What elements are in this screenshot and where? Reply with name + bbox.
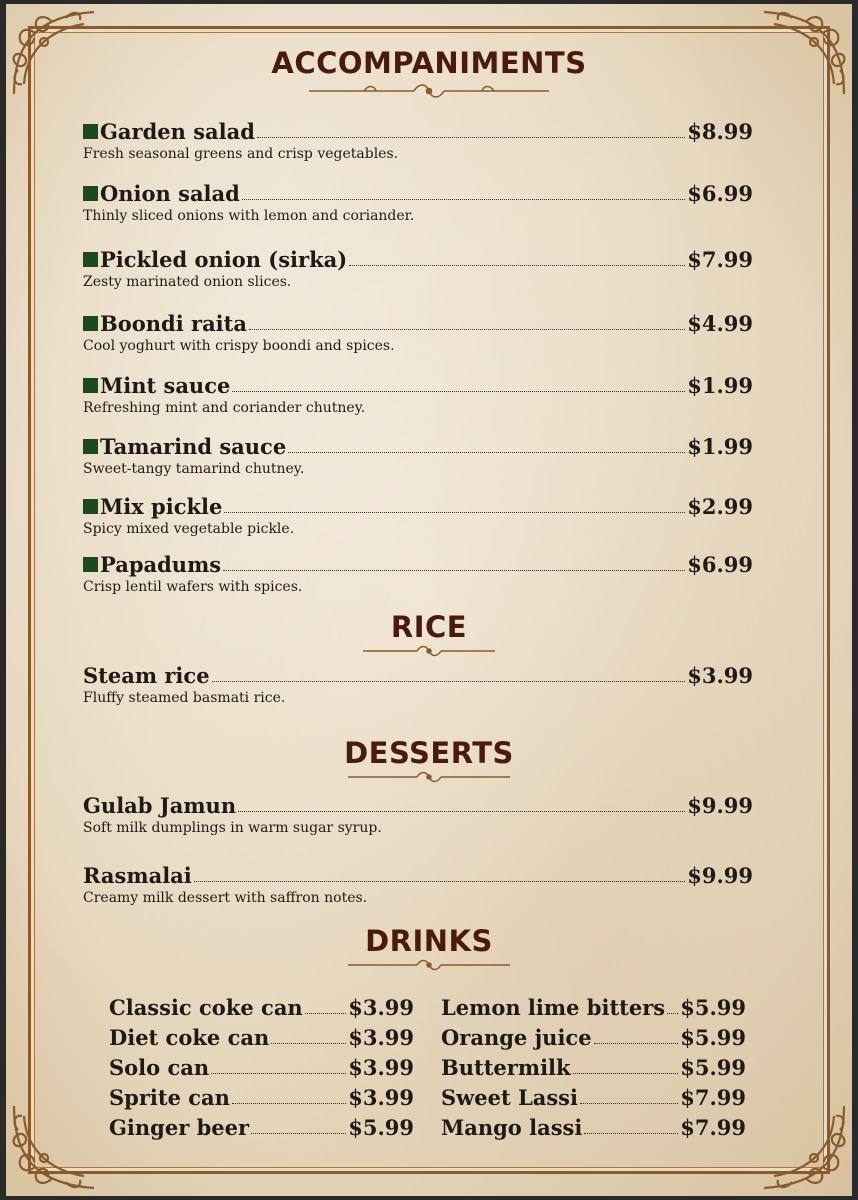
divider-flourish-icon bbox=[344, 770, 514, 784]
leader-dots bbox=[224, 511, 685, 513]
item-description: Fresh seasonal greens and crisp vegetables. bbox=[83, 146, 399, 162]
leader-dots bbox=[251, 1132, 346, 1134]
leader-dots bbox=[249, 328, 685, 330]
item-name: Mix pickle bbox=[100, 494, 223, 519]
green-square-bullet-icon bbox=[83, 557, 98, 572]
drink-price: $5.99 bbox=[680, 995, 746, 1020]
green-square-bullet-icon bbox=[83, 499, 98, 514]
drink-price: $3.99 bbox=[348, 1055, 414, 1080]
drink-item bbox=[109, 1022, 414, 1050]
drink-item bbox=[441, 1052, 746, 1080]
leader-dots bbox=[232, 390, 685, 392]
item-name: Pickled onion (sirka) bbox=[100, 247, 348, 272]
menu-item bbox=[83, 178, 753, 224]
menu-item bbox=[83, 244, 753, 290]
drink-item bbox=[441, 1112, 746, 1140]
drink-item bbox=[441, 1022, 746, 1050]
menu-item bbox=[83, 370, 753, 416]
drink-name: Sprite can bbox=[109, 1085, 230, 1110]
drink-price: $3.99 bbox=[348, 1085, 414, 1110]
drink-name: Mango lassi bbox=[441, 1115, 583, 1140]
item-price: $7.99 bbox=[687, 247, 753, 272]
leader-dots bbox=[349, 264, 685, 266]
drink-item bbox=[441, 992, 746, 1020]
drink-name: Classic coke can bbox=[109, 995, 303, 1020]
leader-dots bbox=[242, 198, 685, 200]
leader-dots bbox=[573, 1072, 679, 1074]
menu-item bbox=[83, 860, 753, 906]
item-price: $6.99 bbox=[687, 552, 753, 577]
leader-dots bbox=[667, 1012, 678, 1014]
item-name: Garden salad bbox=[100, 119, 255, 144]
menu-item bbox=[83, 308, 753, 354]
item-price: $9.99 bbox=[687, 863, 753, 888]
green-square-bullet-icon bbox=[83, 378, 98, 393]
item-price: $4.99 bbox=[687, 311, 753, 336]
item-description: Cool yoghurt with crispy boondi and spices. bbox=[83, 338, 395, 354]
item-name: Rasmalai bbox=[83, 863, 192, 888]
leader-dots bbox=[257, 136, 685, 138]
item-description: Fluffy steamed basmati rice. bbox=[83, 690, 286, 706]
menu-item bbox=[83, 660, 753, 706]
leader-dots bbox=[580, 1102, 678, 1104]
green-square-bullet-icon bbox=[83, 186, 98, 201]
item-price: $9.99 bbox=[687, 793, 753, 818]
drink-name: Orange juice bbox=[441, 1025, 592, 1050]
leader-dots bbox=[211, 1072, 346, 1074]
corner-flourish-icon bbox=[6, 1101, 101, 1196]
item-description: Sweet-tangy tamarind chutney. bbox=[83, 461, 305, 477]
item-name: Gulab Jamun bbox=[83, 793, 237, 818]
drink-price: $5.99 bbox=[680, 1025, 746, 1050]
item-price: $1.99 bbox=[687, 434, 753, 459]
item-description: Soft milk dumplings in warm sugar syrup. bbox=[83, 820, 382, 836]
item-price: $1.99 bbox=[687, 373, 753, 398]
item-name: Steam rice bbox=[83, 663, 210, 688]
green-square-bullet-icon bbox=[83, 316, 98, 331]
section-title-accompaniments: ACCOMPANIMENTS bbox=[271, 46, 587, 80]
drink-price: $3.99 bbox=[348, 1025, 414, 1050]
drink-price: $5.99 bbox=[680, 1055, 746, 1080]
green-square-bullet-icon bbox=[83, 124, 98, 139]
menu-item bbox=[83, 116, 753, 162]
item-description: Crisp lentil wafers with spices. bbox=[83, 579, 303, 595]
menu-item bbox=[83, 431, 753, 477]
leader-dots bbox=[238, 810, 685, 812]
drink-item bbox=[109, 1112, 414, 1140]
item-description: Thinly sliced onions with lemon and coriander. bbox=[83, 208, 415, 224]
drink-item bbox=[109, 992, 414, 1020]
item-name: Mint sauce bbox=[100, 373, 231, 398]
drink-name: Lemon lime bitters bbox=[441, 995, 666, 1020]
menu-page bbox=[6, 4, 852, 1196]
drink-item bbox=[109, 1082, 414, 1110]
divider-flourish-icon bbox=[344, 958, 514, 972]
drink-name: Ginger beer bbox=[109, 1115, 250, 1140]
item-price: $6.99 bbox=[687, 181, 753, 206]
item-price: $8.99 bbox=[687, 119, 753, 144]
item-name: Boondi raita bbox=[100, 311, 247, 336]
section-title-drinks: DRINKS bbox=[365, 924, 493, 958]
drink-price: $5.99 bbox=[348, 1115, 414, 1140]
green-square-bullet-icon bbox=[83, 439, 98, 454]
item-price: $2.99 bbox=[687, 494, 753, 519]
item-description: Refreshing mint and coriander chutney. bbox=[83, 400, 366, 416]
item-name: Papadums bbox=[100, 552, 222, 577]
leader-dots bbox=[594, 1042, 679, 1044]
menu-item bbox=[83, 549, 753, 595]
menu-item bbox=[83, 790, 753, 836]
drink-price: $7.99 bbox=[680, 1115, 746, 1140]
drink-price: $7.99 bbox=[680, 1085, 746, 1110]
item-name: Tamarind sauce bbox=[100, 434, 287, 459]
leader-dots bbox=[194, 880, 685, 882]
leader-dots bbox=[305, 1012, 347, 1014]
menu-item bbox=[83, 491, 753, 537]
divider-flourish-icon bbox=[304, 82, 554, 100]
leader-dots bbox=[584, 1132, 678, 1134]
drink-price: $3.99 bbox=[348, 995, 414, 1020]
item-price: $3.99 bbox=[687, 663, 753, 688]
drink-item bbox=[441, 1082, 746, 1110]
item-description: Creamy milk dessert with saffron notes. bbox=[83, 890, 368, 906]
leader-dots bbox=[223, 569, 685, 571]
leader-dots bbox=[212, 680, 686, 682]
section-title-desserts: DESSERTS bbox=[344, 736, 514, 770]
divider-flourish-icon bbox=[359, 644, 499, 658]
drink-name: Solo can bbox=[109, 1055, 210, 1080]
leader-dots bbox=[271, 1042, 346, 1044]
leader-dots bbox=[232, 1102, 346, 1104]
drink-item bbox=[109, 1052, 414, 1080]
section-title-rice: RICE bbox=[390, 610, 468, 644]
leader-dots bbox=[288, 451, 685, 453]
green-square-bullet-icon bbox=[83, 252, 98, 267]
item-description: Spicy mixed vegetable pickle. bbox=[83, 521, 295, 537]
drink-name: Diet coke can bbox=[109, 1025, 270, 1050]
drink-name: Buttermilk bbox=[441, 1055, 571, 1080]
item-name: Onion salad bbox=[100, 181, 240, 206]
item-description: Zesty marinated onion slices. bbox=[83, 274, 292, 290]
drink-name: Sweet Lassi bbox=[441, 1085, 578, 1110]
corner-flourish-icon bbox=[757, 1101, 852, 1196]
